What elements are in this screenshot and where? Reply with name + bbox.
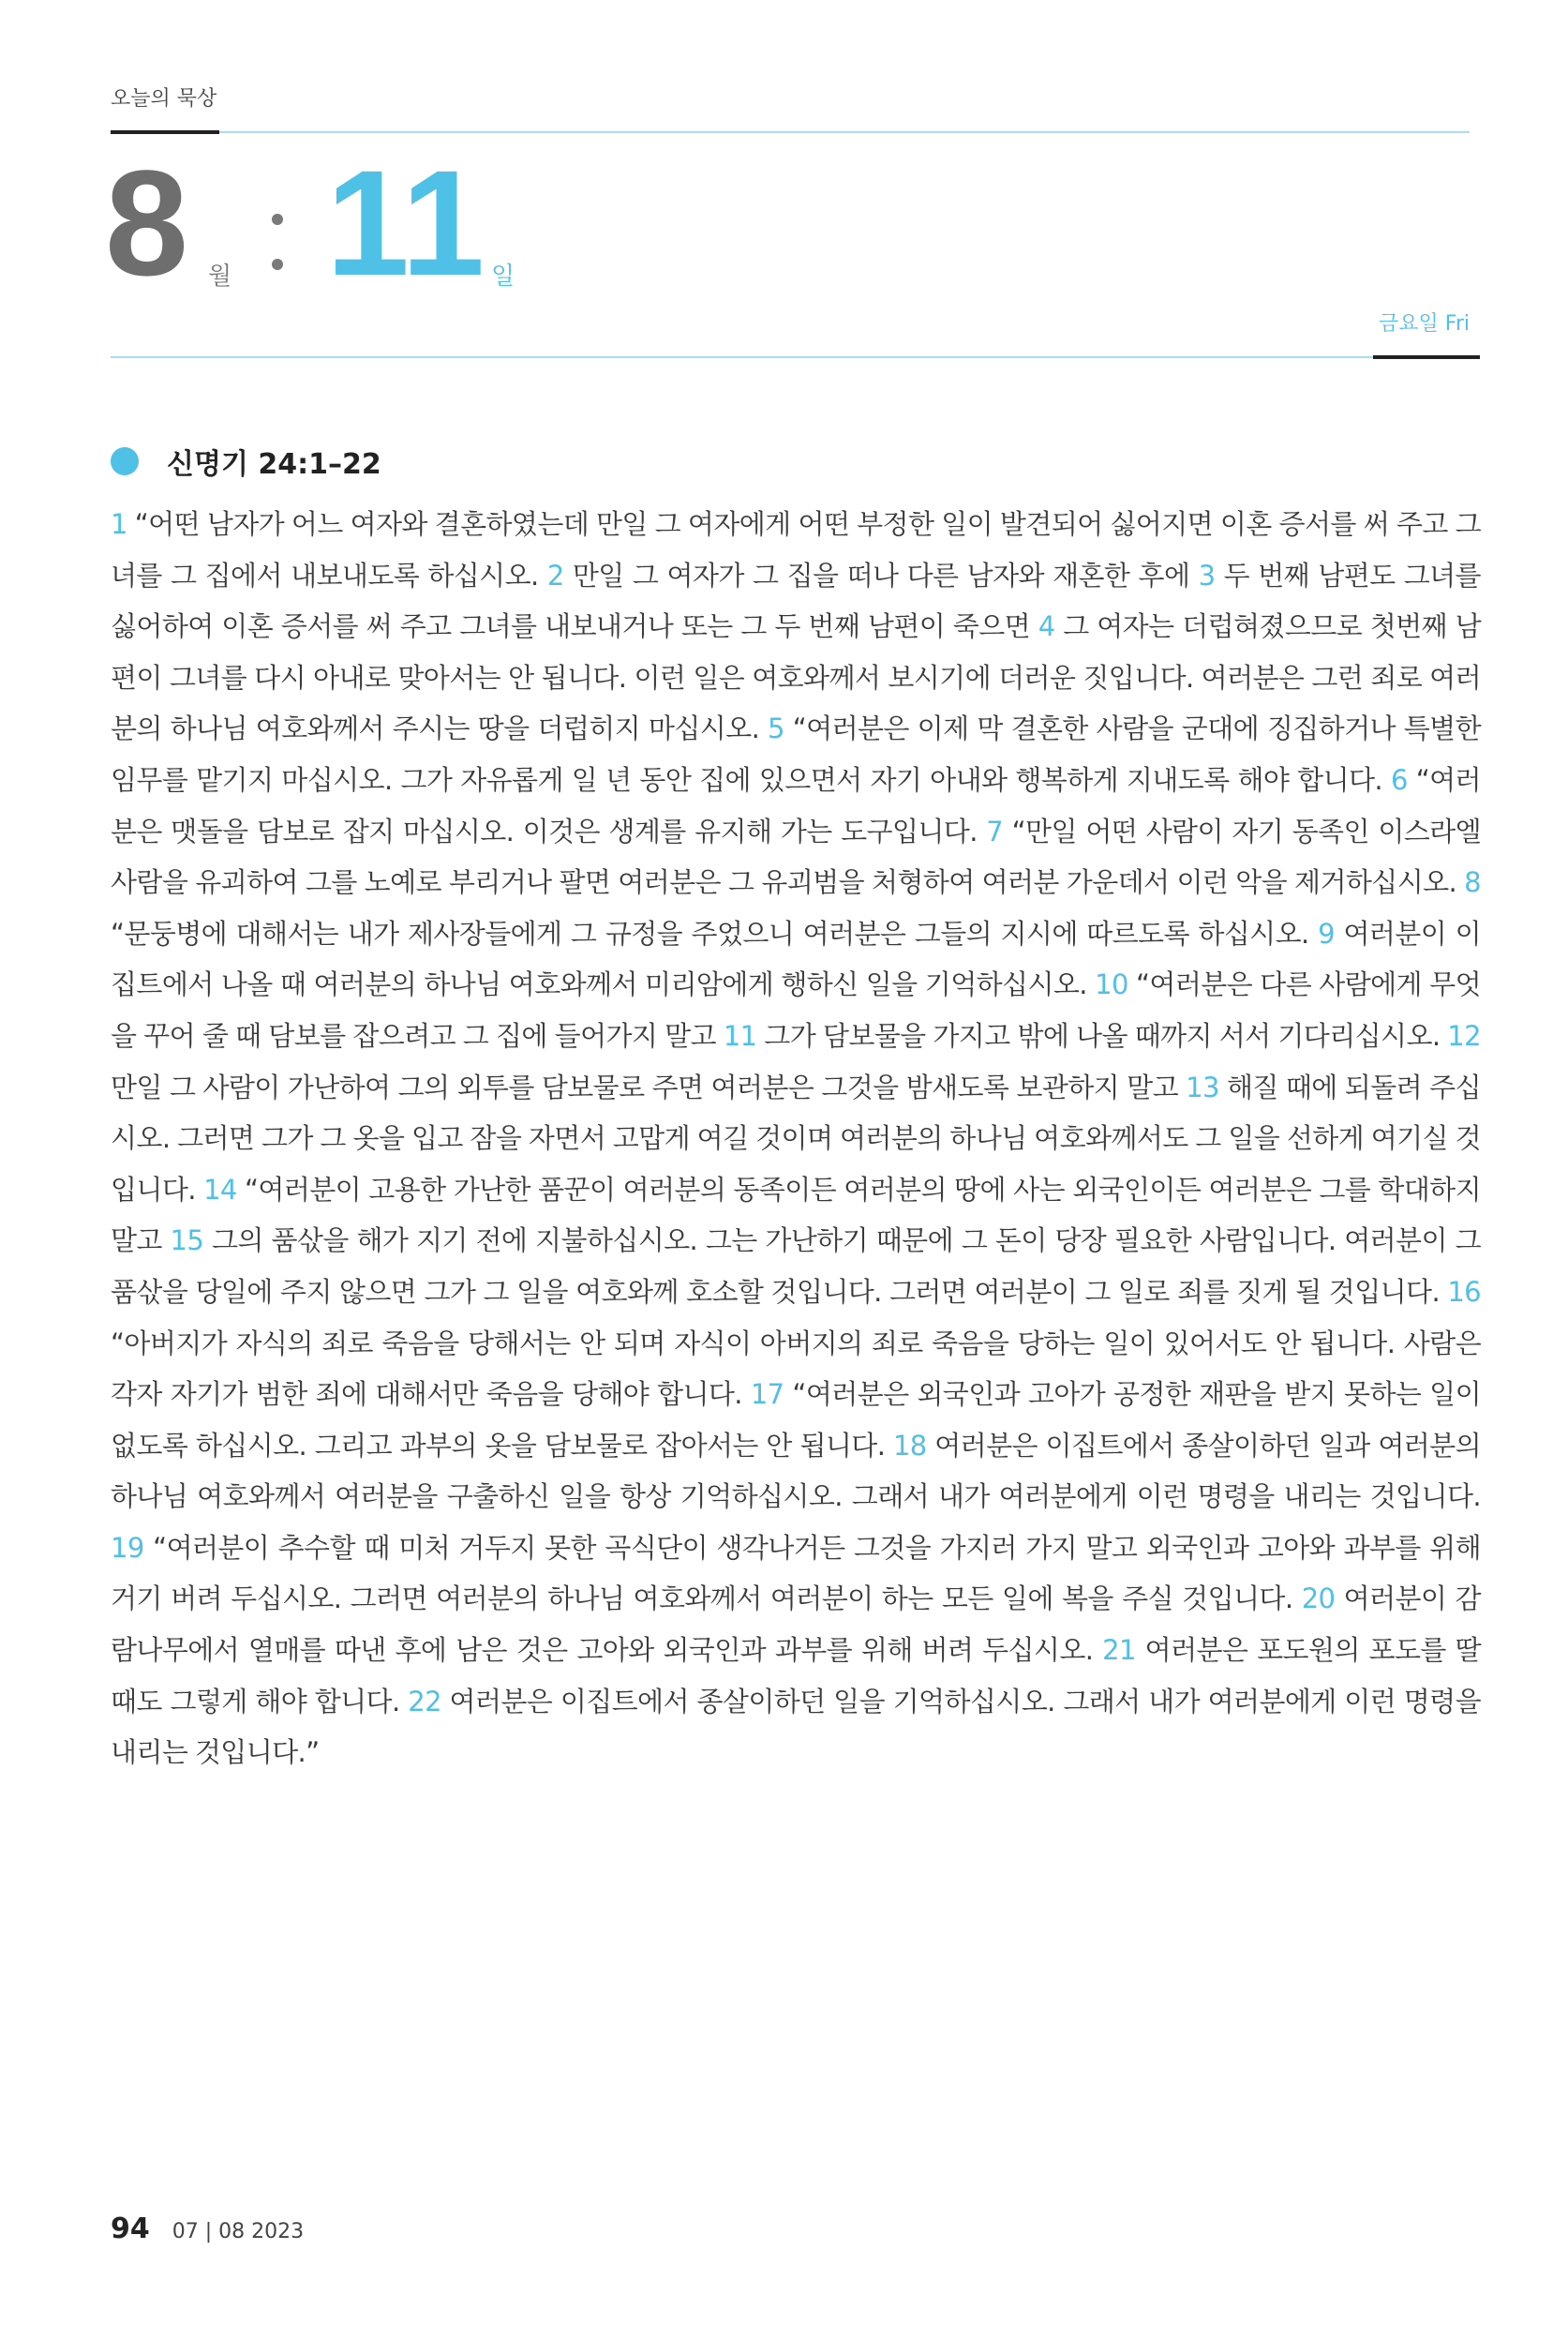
page-number: 94	[111, 2212, 150, 2245]
verse-text: 만일 그 여자가 그 집을 떠나 다른 남자와 재혼한 후에	[572, 559, 1190, 592]
date-month: 8	[105, 139, 188, 307]
verse-number: 15	[170, 1224, 204, 1257]
verse-number: 11	[723, 1019, 757, 1052]
verse-text: 두 번째 남편도 그녀를 싫어하여 이혼 증서를 써 주고 그녀를 내보내거나 또는 그 두 번째 남편이 죽으면	[111, 559, 1481, 643]
verse-text: “아버지가 자식의 죄로 죽음을 당해서는 안 되며 자식이 아버지의 죄로 죽음을 당하는 일이 있어서도 안 됩니다. 사람은 각자 자기가 범한 죄에 대해서만 죽음을 당해야 합니다.	[111, 1327, 1481, 1411]
verse-number: 20	[1301, 1582, 1336, 1615]
verse-number: 16	[1447, 1275, 1482, 1308]
page-footer	[111, 2212, 304, 2245]
weekday-label: 금요일 Fri	[1379, 312, 1470, 336]
header-divider-top-accent	[111, 130, 219, 134]
date-month-unit: 월	[208, 262, 232, 291]
scripture-reference-text: 신명기 24:1–22	[167, 448, 381, 481]
scripture-reference	[111, 441, 381, 482]
verse-number: 18	[892, 1429, 927, 1462]
verse-number: 21	[1102, 1634, 1136, 1667]
verse-number: 10	[1095, 968, 1128, 1001]
verse-number: 19	[111, 1531, 144, 1564]
date-day-unit: 일	[491, 262, 515, 291]
verse-text: 만일 그 사람이 가난하여 그의 외투를 담보물로 주면 여러분은 그것을 밤새도록 보관하지 말고	[111, 1071, 1179, 1103]
verse-text: 해질 때에 되돌려 주십시오. 그러면 그가 그 옷을 입고 잠을 자면서 고맙게 여길 것이며 여러분의 하나님 여호와께서도 그 일을 선하게 여기실 것입니다.	[111, 1071, 1481, 1206]
verse-text: “여러분은 외국인과 고아가 공정한 재판을 받지 못하는 일이 없도록 하십시오. 그리고 과부의 옷을 담보물로 잡아서는 안 됩니다.	[111, 1378, 1481, 1462]
verse-number: 12	[1447, 1019, 1481, 1052]
verse-number: 8	[1464, 866, 1481, 899]
verse-number: 5	[768, 712, 784, 745]
verse-number: 17	[750, 1378, 784, 1411]
verse-number: 4	[1038, 610, 1055, 643]
verse-text: “만일 어떤 사람이 자기 동족인 이스라엘 사람을 유괴하여 그를 노예로 부리거나 팔면 여러분은 그 유괴범을 처형하여 여러분 가운데서 이런 악을 제거하십시오.	[111, 815, 1481, 899]
verse-number: 13	[1186, 1071, 1219, 1103]
verse-text: 그가 담보물을 가지고 밖에 나올 때까지 서서 기다리십시오.	[764, 1019, 1441, 1052]
verse-number: 6	[1390, 763, 1408, 796]
issue-date: 07 | 08 2023	[172, 2220, 305, 2243]
verse-text: 여러분이 이집트에서 나올 때 여러분의 하나님 여호와께서 미리암에게 행하신 일을 기억하십시오.	[111, 917, 1481, 1001]
verse-text: 여러분이 감람나무에서 열매를 따낸 후에 남은 것은 고아와 외국인과 과부를 위해 버려 두십시오.	[111, 1582, 1481, 1667]
verse-text: 여러분은 포도원의 포도를 딸 때도 그렇게 해야 합니다.	[111, 1634, 1482, 1718]
section-label: 오늘의 묵상	[111, 87, 217, 111]
verse-text: “여러분이 고용한 가난한 품꾼이 여러분의 동족이든 여러분의 땅에 사는 외국인이든 여러분은 그를 학대하지 말고	[111, 1173, 1481, 1257]
scripture-passage	[111, 499, 1481, 1778]
header-divider-bottom	[111, 356, 1470, 358]
verse-text: “여러분이 추수할 때 미처 거두지 못한 곡식단이 생각나거든 그것을 가지러 가지 말고 외국인과 고아와 과부를 위해 거기 버려 두십시오. 그러면 여러분의 하나님 여호와께서 여러분이 하는 모든 일에 복을 주실 것입니다.	[111, 1531, 1481, 1615]
verse-number: 7	[986, 815, 1004, 848]
verse-text: 그 여자는 더럽혀졌으므로 첫번째 남편이 그녀를 다시 아내로 맞아서는 안 됩니다. 이런 일은 여호와께서 보시기에 더러운 짓입니다. 여러분은 그런 죄로 여러분의 하나님 여호와께서 주시는 땅을 더럽히지 마십시오.	[111, 610, 1482, 745]
verse-number: 14	[203, 1173, 237, 1206]
verse-number: 22	[408, 1685, 441, 1718]
colon-dot-bottom	[272, 259, 283, 270]
bullet-dot-icon	[111, 447, 139, 475]
header-divider-bottom-accent	[1373, 355, 1480, 359]
verse-text: “여러분은 이제 막 결혼한 사람을 군대에 징집하거나 특별한 임무를 맡기지 마십시오. 그가 자유롭게 일 년 동안 집에 있으면서 자기 아내와 행복하게 지내도록 해야 합니다.	[111, 712, 1481, 796]
verse-text: 그의 품삯을 해가 지기 전에 지불하십시오. 그는 가난하기 때문에 그 돈이 당장 필요한 사람입니다. 여러분이 그 품삯을 당일에 주지 않으면 그가 그 일을 여호와께 호소할 것입니다. 그러면 여러분이 그 일로 죄를 짓게 될 것입니다.	[111, 1224, 1482, 1308]
verse-text: 여러분은 이집트에서 종살이하던 일을 기억하십시오. 그래서 내가 여러분에게 이런 명령을 내리는 것입니다.”	[111, 1685, 1481, 1769]
verse-number: 1	[111, 508, 127, 540]
verse-number: 3	[1198, 559, 1216, 592]
colon-dot-top	[272, 214, 283, 225]
header-divider-top	[111, 131, 1470, 133]
verse-text: “여러분은 다른 사람에게 무엇을 꾸어 줄 때 담보를 잡으려고 그 집에 들어가지 말고	[111, 968, 1481, 1052]
verse-text: “여러분은 맷돌을 담보로 잡지 마십시오. 이것은 생계를 유지해 가는 도구입니다.	[111, 763, 1481, 848]
verse-number: 2	[546, 559, 564, 592]
verse-text: 여러분은 이집트에서 종살이하던 일과 여러분의 하나님 여호와께서 여러분을 구출하신 일을 항상 기억하십시오. 그래서 내가 여러분에게 이런 명령을 내리는 것입니다.	[111, 1429, 1481, 1513]
verse-text: “어떤 남자가 어느 여자와 결혼하였는데 만일 그 여자에게 어떤 부정한 일이 발견되어 싫어지면 이혼 증서를 써 주고 그녀를 그 집에서 내보내도록 하십시오.	[111, 508, 1481, 592]
date-colon-separator	[272, 214, 285, 276]
verse-text: “문둥병에 대해서는 내가 제사장들에게 그 규정을 주었으니 여러분은 그들의 지시에 따르도록 하십시오.	[111, 917, 1309, 950]
verse-number: 9	[1318, 917, 1335, 950]
date-day: 11	[326, 139, 485, 307]
